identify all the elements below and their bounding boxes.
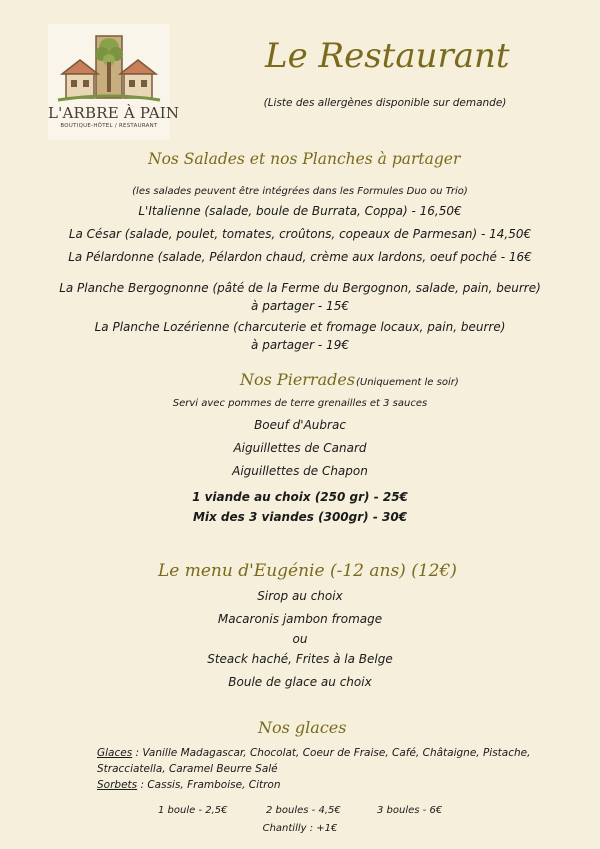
section-title-salades: Nos Salades et nos Planches à partager	[148, 150, 461, 168]
menu-item: La Pélardonne (salade, Pélardon chaud, crème aux lardons, oeuf poché - 16€	[68, 250, 532, 264]
chantilly-price: Chantilly : +1€	[262, 823, 338, 834]
menu-item: Boeuf d'Aubrac	[254, 418, 346, 432]
pierrade-price: 1 viande au choix (250 gr) - 25€	[192, 490, 408, 504]
menu-item: ou	[292, 632, 308, 646]
menu-item: Sirop au choix	[257, 589, 343, 603]
salades-note: (les salades peuvent être intégrées dans les Formules Duo ou Trio)	[132, 186, 468, 197]
menu-item: La Planche Lozérienne (charcuterie et fromage locaux, pain, beurre)	[94, 320, 506, 334]
pierrade-price: Mix des 3 viandes (300gr) - 30€	[192, 510, 408, 524]
menu-item-price: à partager - 19€	[251, 338, 349, 352]
pierrades-subtitle: Servi avec pommes de terre grenailles et 3 sauces	[172, 398, 428, 409]
logo-subtitle: BOUTIQUE-HÔTEL / RESTAURANT	[60, 123, 158, 129]
glaces-line	[97, 747, 530, 759]
section-title-pierrades: Nos Pierrades	[240, 370, 356, 389]
menu-item: Boule de glace au choix	[228, 675, 372, 689]
glace-price: 1 boule - 2,5€	[158, 805, 228, 816]
allergen-note: (Liste des allergènes disponible sur demande)	[263, 97, 507, 109]
menu-item: Aiguillettes de Chapon	[232, 464, 368, 478]
tree-house-logo-icon	[56, 30, 162, 104]
sorbets-line	[97, 779, 281, 791]
menu-item: Aiguillettes de Canard	[233, 441, 367, 455]
section-title-glaces: Nos glaces	[258, 718, 347, 737]
menu-item: L'Italienne (salade, boule de Burrata, Coppa) - 16,50€	[138, 204, 462, 218]
glace-price: 2 boules - 4,5€	[266, 805, 341, 816]
glaces-label: Glaces	[97, 747, 133, 759]
page-title: Le Restaurant	[265, 36, 510, 76]
sorbets-label: Sorbets	[97, 779, 138, 791]
logo	[48, 24, 180, 140]
menu-item: La Planche Bergognonne (pâté de la Ferme du Bergognon, salade, pain, beurre)	[59, 281, 541, 295]
menu-item: La César (salade, poulet, tomates, croûtons, copeaux de Parmesan) - 14,50€	[68, 227, 532, 241]
section-title-menu-enfant: Le menu d'Eugénie (-12 ans) (12€)	[158, 561, 457, 581]
pierrades-note: (Uniquement le soir)	[356, 377, 459, 388]
glace-price: 3 boules - 6€	[377, 805, 443, 816]
menu-item-price: à partager - 15€	[251, 299, 349, 313]
logo-name: L'ARBRE À PAIN	[48, 104, 180, 122]
glaces-flavors: : Vanille Madagascar, Chocolat, Coeur de Fraise, Café, Châtaigne, Pistache,	[132, 747, 531, 759]
menu-item: Steack haché, Frites à la Belge	[207, 652, 393, 666]
glaces-flavors-line2: Stracciatella, Caramel Beurre Salé	[97, 763, 278, 775]
sorbets-flavors: : Cassis, Framboise, Citron	[137, 779, 281, 791]
menu-item: Macaronis jambon fromage	[217, 612, 383, 626]
